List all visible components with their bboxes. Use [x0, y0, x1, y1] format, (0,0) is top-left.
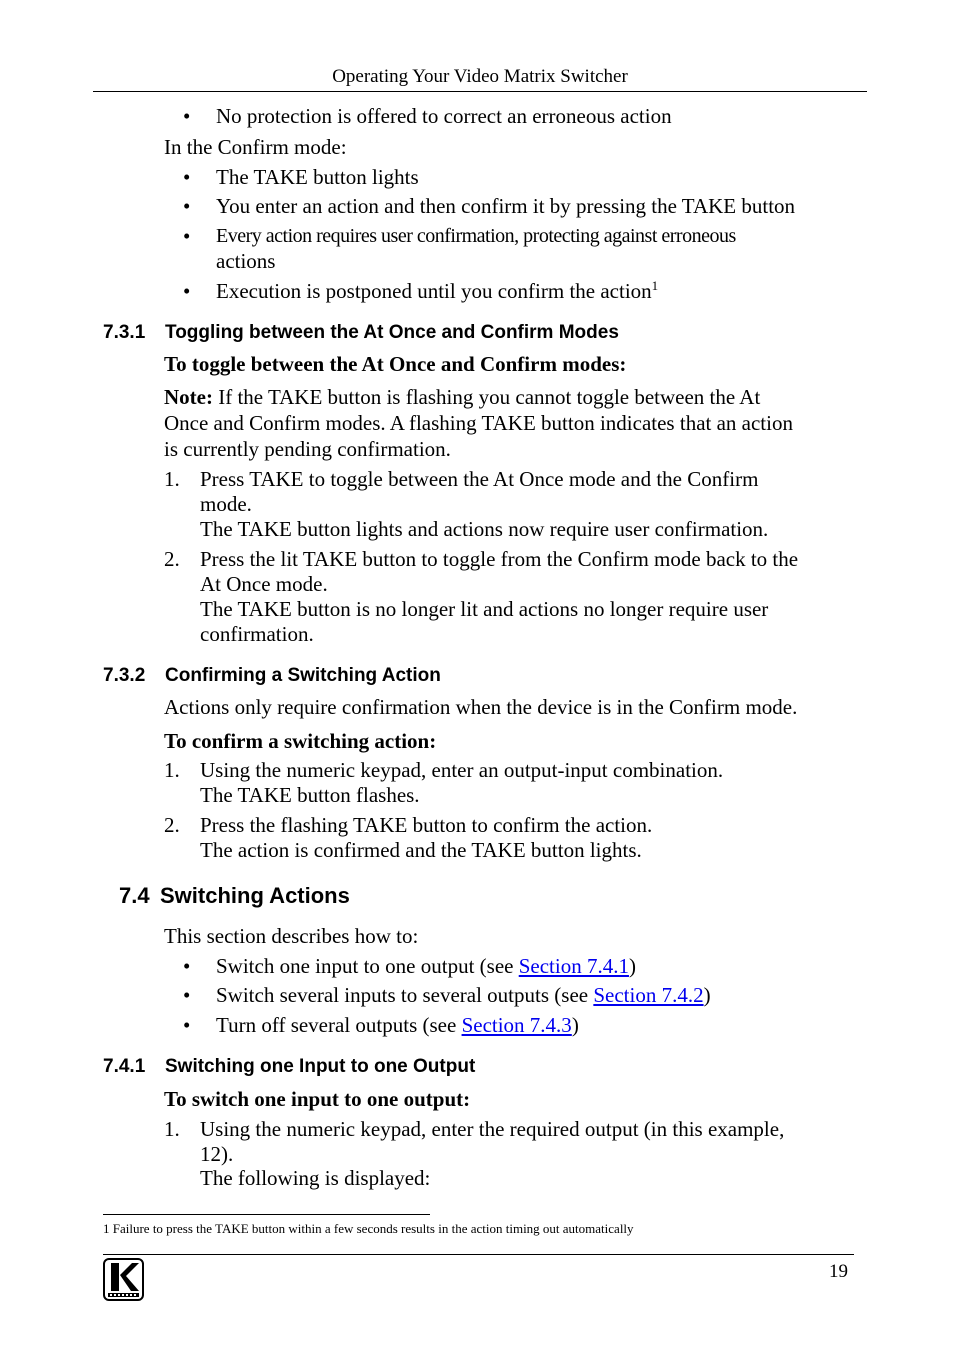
step-text: 12). — [200, 1142, 234, 1166]
section-number: 7.4 — [119, 883, 150, 908]
note-line: Once and Confirm modes. A flashing TAKE button indicates that an action — [164, 411, 793, 435]
step-text: At Once mode. — [200, 572, 328, 596]
running-header: Operating Your Video Matrix Switcher — [332, 66, 628, 87]
list-item: Switch one input to one output (see Section 7.4.1) — [216, 954, 636, 978]
step-result: The following is displayed: — [200, 1166, 431, 1190]
paragraph: In the Confirm mode: — [164, 135, 347, 159]
footnote-rule — [103, 1214, 430, 1215]
section-heading: Toggling between the At Once and Confirm Modes — [165, 322, 619, 343]
list-item: Turn off several outputs (see Section 7.4.3) — [216, 1013, 579, 1037]
step-text: Press the flashing TAKE button to confirm the action. — [200, 813, 653, 837]
note-line: is currently pending confirmation. — [164, 437, 451, 461]
bullet-marker: • — [183, 224, 191, 248]
bullet-marker: • — [183, 983, 191, 1007]
list-item: Switch several inputs to several outputs (see Section 7.4.2) — [216, 983, 711, 1007]
section-link[interactable]: Section 7.4.2 — [593, 983, 704, 1007]
step-result: The TAKE button lights and actions now require user confirmation. — [200, 517, 769, 541]
step-text: Press TAKE to toggle between the At Once mode and the Confirm — [200, 467, 759, 491]
step-text: Using the numeric keypad, enter the required output (in this example, — [200, 1117, 785, 1141]
list-item: You enter an action and then confirm it by pressing the TAKE button — [216, 194, 796, 218]
section-link[interactable]: Section 7.4.1 — [518, 954, 629, 978]
procedure-title: To toggle between the At Once and Confirm modes: — [164, 352, 627, 376]
bullet-marker: • — [183, 1013, 191, 1037]
section-heading: Switching Actions — [160, 883, 350, 908]
procedure-title: To confirm a switching action: — [164, 729, 437, 753]
section-link[interactable]: Section 7.4.3 — [461, 1013, 572, 1037]
step-text: Using the numeric keypad, enter an output-input combination. — [200, 758, 724, 782]
paragraph: This section describes how to: — [164, 924, 419, 948]
step-result: The TAKE button is no longer lit and actions no longer require user — [200, 597, 769, 621]
section-heading: Confirming a Switching Action — [165, 665, 441, 686]
step-number: 1. — [164, 1117, 180, 1141]
bullet-marker: • — [183, 104, 191, 128]
step-result: The TAKE button flashes. — [200, 783, 420, 807]
list-item-continuation: actions — [216, 249, 276, 273]
kramer-logo — [103, 1258, 144, 1301]
section-number: 7.3.1 — [103, 322, 146, 343]
procedure-title: To switch one input to one output: — [164, 1087, 471, 1111]
step-text: mode. — [200, 492, 252, 516]
step-number: 1. — [164, 758, 180, 782]
step-number: 1. — [164, 467, 180, 491]
note: Note: If the TAKE button is flashing you cannot toggle between the At — [164, 385, 761, 409]
paragraph: Actions only require confirmation when the device is in the Confirm mode. — [164, 695, 798, 719]
list-item: The TAKE button lights — [216, 165, 419, 189]
footer-rule — [103, 1254, 854, 1255]
bullet-marker: • — [183, 954, 191, 978]
section-heading: Switching one Input to one Output — [165, 1056, 476, 1077]
bullet-marker: • — [183, 165, 191, 189]
header-rule — [93, 91, 867, 92]
page-number: 19 — [829, 1261, 848, 1282]
bullet-marker: • — [183, 279, 191, 303]
footnote: 1 Failure to press the TAKE button within a few seconds results in the action timing out automatically — [103, 1221, 634, 1236]
list-item: Every action requires user confirmation, protecting against erroneous — [216, 225, 736, 247]
step-result: confirmation. — [200, 622, 314, 646]
section-number: 7.4.1 — [103, 1056, 146, 1077]
step-number: 2. — [164, 547, 180, 571]
bullet-marker: • — [183, 194, 191, 218]
footnote-ref[interactable]: 1 — [651, 278, 659, 293]
step-number: 2. — [164, 813, 180, 837]
section-number: 7.3.2 — [103, 665, 146, 686]
step-text: Press the lit TAKE button to toggle from the Confirm mode back to the — [200, 547, 799, 571]
list-item: No protection is offered to correct an erroneous action — [216, 104, 672, 128]
list-item: Execution is postponed until you confirm the action$^1$ — [216, 278, 659, 303]
step-result: The action is confirmed and the TAKE button lights. — [200, 838, 642, 862]
